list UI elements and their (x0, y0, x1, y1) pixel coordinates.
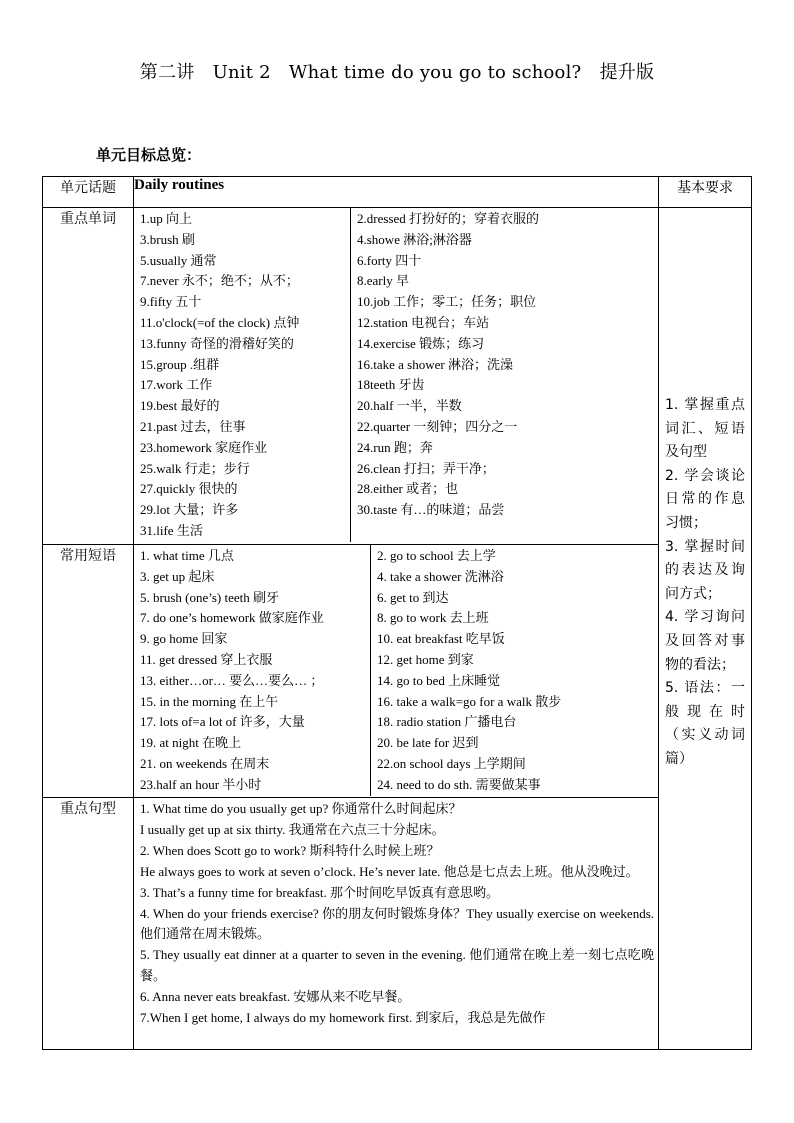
requirement-item: 3. 掌握时间的表达及询问方式； (665, 538, 745, 602)
topic-value: Daily routines (134, 177, 659, 208)
phrase-item: 11. get dressed 穿上衣服 (140, 651, 273, 667)
phrase-item: 8. go to work 去上班 (377, 610, 489, 626)
vocab-left-list (134, 208, 351, 542)
phrase-item: 16. take a walk=go for a walk 散步 (377, 693, 562, 709)
phrase-item: 4. take a shower 洗淋浴 (377, 568, 504, 584)
phrase-item: 19. at night 在晚上 (140, 735, 242, 751)
vocab-item: 31.life 生活 (140, 522, 203, 538)
vocab-item: 20.half 一半，半数 (357, 398, 462, 414)
sentences-row (43, 798, 752, 1050)
phrase-item: 17. lots of=a lot of 许多，大量 (140, 714, 305, 730)
requirement-item: 2. 学会谈论日常的作息习惯； (665, 467, 745, 531)
vocab-item: 26.clean 打扫；弄干净； (357, 460, 495, 476)
phrase-item: 3. get up 起床 (140, 568, 215, 584)
phrase-item: 9. go home 回家 (140, 631, 228, 647)
phrases-row (43, 545, 752, 798)
topic-label: 单元话题 (43, 177, 134, 208)
phrases-label: 常用短语 (43, 545, 134, 798)
phrase-item: 2. go to school 去上学 (377, 548, 496, 563)
vocab-item: 12.station 电视台；车站 (357, 314, 490, 330)
vocab-item: 19.best 最好的 (140, 398, 220, 414)
vocab-item: 18teeth 牙齿 (357, 377, 425, 393)
vocab-item: 27.quickly 很快的 (140, 481, 238, 497)
vocab-item: 30.taste 有…的味道；品尝 (357, 502, 505, 518)
sentence-item: He always goes to work at seven o’clock. He’s never late. 他总是七点去上班。他从没晚过。 (140, 863, 639, 879)
header-row (43, 177, 752, 208)
vocab-item: 2.dressed 打扮好的；穿着衣服的 (357, 211, 539, 226)
vocab-item: 22.quarter 一刻钟；四分之一 (357, 418, 518, 434)
vocab-item: 1.up 向上 (140, 211, 193, 226)
phrase-item: 15. in the morning 在上午 (140, 693, 279, 709)
vocab-right-list (351, 208, 658, 542)
vocab-row (43, 208, 752, 545)
vocab-item: 14.exercise 锻炼；练习 (357, 335, 485, 351)
vocab-item: 9.fifty 五十 (140, 294, 202, 310)
requirement-item: 5. 语法：一般现在时（实义动词篇） (665, 680, 745, 767)
vocab-item: 8.early 早 (357, 273, 409, 289)
phrases-cell (134, 545, 659, 798)
requirement-item: 4. 学习询问及回答对事物的看法； (665, 609, 745, 673)
vocab-item: 7.never 永不；绝不；从不； (140, 273, 299, 289)
sentence-item: 6. Anna never eats breakfast. 安娜从来不吃早餐。 (140, 989, 411, 1005)
phrase-item: 10. eat breakfast 吃早饭 (377, 631, 505, 647)
vocab-item: 5.usually 通常 (140, 252, 217, 268)
phrase-item: 21. on weekends 在周末 (140, 755, 270, 771)
sentence-item: 7.When I get home, I always do my homework first. 到家后，我总是先做作 (140, 1010, 546, 1026)
sentences-list (134, 798, 658, 1047)
sentences-label: 重点句型 (43, 798, 134, 1050)
vocab-item: 24.run 跑；奔 (357, 439, 433, 455)
sentence-item: 2. When does Scott go to work? 斯科特什么时候上班？ (140, 842, 440, 858)
sentence-item: I usually get up at six thirty. 我通常在六点三十分起床。 (140, 821, 445, 837)
requirements-cell (659, 208, 752, 1050)
sentence-item: 5. They usually eat dinner at a quarter to seven in the evening. 他们通常在晚上差一刻七点吃晚餐。 (140, 947, 654, 984)
page-title: 第二讲 Unit 2 What time do you go to school? 提升版 (139, 62, 655, 83)
phrase-item: 23.half an hour 半小时 (140, 776, 262, 792)
phrase-item: 20. be late for 迟到 (377, 735, 479, 751)
vocab-item: 10.job 工作；零工；任务；职位 (357, 294, 537, 310)
vocab-item: 16.take a shower 淋浴；洗澡 (357, 356, 513, 372)
sentence-item: 4. When do your friends exercise? 你的朋友何时锻炼身体？They usually exercise on weekends. 他们通常在周末锻炼。 (140, 905, 654, 942)
vocab-item: 11.o'clock(=of the clock) 点钟 (140, 314, 300, 330)
sentences-cell (134, 798, 659, 1050)
vocab-item: 4.showe 淋浴;淋浴器 (357, 231, 472, 247)
vocab-item: 29.lot 大量；许多 (140, 502, 239, 518)
phrases-left-list (134, 545, 371, 796)
phrase-item: 7. do one’s homework 做家庭作业 (140, 610, 324, 626)
requirements-list (659, 208, 751, 772)
vocab-item: 28.either 或者；也 (357, 481, 459, 497)
phrase-item: 14. go to bed 上床睡觉 (377, 672, 501, 688)
vocab-item: 6.forty 四十 (357, 252, 422, 268)
unit-overview-table (42, 176, 752, 1050)
phrase-item: 12. get home 到家 (377, 651, 474, 667)
requirement-label: 基本要求 (659, 177, 752, 208)
vocab-item: 3.brush 刷 (140, 231, 195, 247)
vocab-cell (134, 208, 659, 545)
sentence-item: 1. What time do you usually get up? 你通常什么时间起床？ (140, 801, 462, 816)
vocab-item: 13.funny 奇怪的滑稽好笑的 (140, 335, 294, 351)
phrase-item: 24. need to do sth. 需要做某事 (377, 776, 541, 792)
section-heading: 单元目标总览： (96, 146, 202, 164)
vocab-item: 25.walk 行走；步行 (140, 460, 250, 476)
vocab-item: 17.work 工作 (140, 377, 213, 393)
phrase-item: 13. either…or… 要么…要么… ； (140, 672, 324, 688)
phrase-item: 5. brush (one’s) teeth 刷牙 (140, 589, 280, 605)
requirement-item: 1. 掌握重点词汇、短语及句型 (665, 397, 745, 461)
vocab-item: 23.homework 家庭作业 (140, 439, 268, 455)
vocab-item: 21.past 过去，往事 (140, 418, 246, 434)
phrase-item: 6. get to 到达 (377, 589, 449, 605)
phrases-right-list (371, 545, 658, 796)
phrase-item: 18. radio station 广播电台 (377, 714, 517, 730)
vocab-label: 重点单词 (43, 208, 134, 545)
vocab-item: 15.group .组群 (140, 356, 220, 372)
phrase-item: 1. what time 几点 (140, 548, 234, 563)
phrase-item: 22.on school days 上学期间 (377, 755, 526, 771)
sentence-item: 3. That’s a funny time for breakfast. 那个时间吃早饭真有意思哟。 (140, 884, 500, 900)
